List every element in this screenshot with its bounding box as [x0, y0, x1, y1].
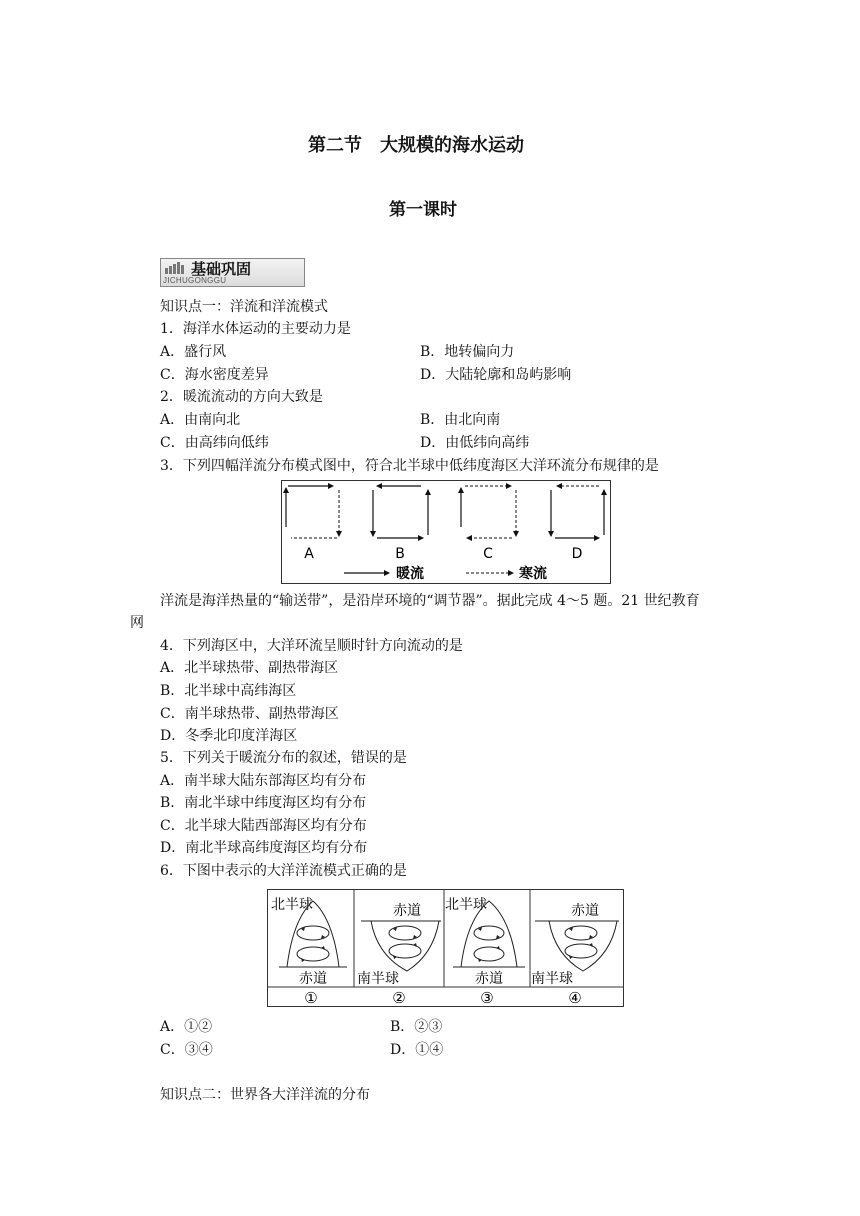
- south-hemisphere-label-4: 南半球: [531, 971, 573, 987]
- badge-icon: [165, 262, 187, 274]
- cold-legend-label: 寒流: [519, 566, 547, 582]
- question-5-option-c: C．北半球大陆西部海区均有分布: [160, 818, 367, 834]
- south-hemisphere-label-2: 南半球: [357, 971, 399, 987]
- warm-legend-label: 暖流: [396, 566, 424, 582]
- equator-label-1: 赤道: [299, 971, 327, 987]
- question-4-option-c: C．南半球热带、副热带海区: [160, 706, 339, 722]
- question-5-option-a: A．南半球大陆东部海区均有分布: [160, 773, 367, 789]
- section-badge: [160, 258, 305, 287]
- question-4-option-b: B．北半球中高纬海区: [160, 683, 297, 699]
- badge-pinyin: JICHUGONGGU: [163, 276, 227, 285]
- pattern-c-label: C: [483, 546, 493, 562]
- page-title: 第二节 大规模的海水运动: [308, 135, 524, 156]
- pattern-d-label: D: [571, 546, 583, 562]
- question-5-option-b: B．南北半球中纬度海区均有分布: [160, 795, 367, 811]
- question-2-stem: 2．暖流流动的方向大致是: [160, 389, 323, 405]
- question-2-option-c: C．由高纬向低纬: [160, 435, 269, 451]
- gyre-figure: [267, 889, 624, 1007]
- north-hemisphere-label-1: 北半球: [271, 897, 313, 913]
- question-5-option-d: D．南北半球高纬度海区均有分布: [160, 840, 368, 856]
- north-hemisphere-label-3: 北半球: [445, 897, 487, 913]
- badge-label: 基础巩固: [191, 260, 252, 278]
- gyre-number-1: ①: [304, 989, 318, 1007]
- intro-4-5-line-1: 洋流是海洋热量的“输送带”，是沿岸环境的“调节器”。据此完成 4～5 题。21 世纪教育: [160, 593, 700, 609]
- question-1-stem: 1．海洋水体运动的主要动力是: [160, 321, 351, 337]
- pattern-b-label: B: [395, 546, 405, 562]
- question-1-option-a: A．盛行风: [160, 344, 227, 360]
- gyre-number-2: ②: [392, 989, 406, 1007]
- intro-4-5-line-2: 网: [130, 615, 144, 631]
- question-2-option-a: A．由南向北: [160, 412, 241, 428]
- question-4-stem: 4．下列海区中，大洋环流呈顺时针方向流动的是: [160, 638, 463, 654]
- question-3-stem: 3．下列四幅洋流分布模式图中，符合北半球中低纬度海区大洋环流分布规律的是: [160, 458, 659, 474]
- question-4-option-d: D．冬季北印度洋海区: [160, 728, 298, 744]
- question-5-stem: 5．下列关于暖流分布的叙述，错误的是: [160, 750, 407, 766]
- page-subtitle: 第一课时: [389, 200, 457, 220]
- question-1-option-b: B．地转偏向力: [420, 344, 515, 360]
- question-6-option-b: B．②③: [390, 1019, 443, 1035]
- section-heading-1: 知识点一：洋流和洋流模式: [160, 299, 328, 315]
- equator-label-4: 赤道: [571, 903, 599, 919]
- question-4-option-a: A．北半球热带、副热带海区: [160, 660, 339, 676]
- current-pattern-figure: [281, 480, 611, 584]
- equator-label-3: 赤道: [475, 971, 503, 987]
- question-2-option-d: D．由低纬向高纬: [420, 435, 530, 451]
- question-6-option-a: A．①②: [160, 1019, 213, 1035]
- question-6-stem: 6．下图中表示的大洋洋流模式正确的是: [160, 863, 407, 879]
- gyre-number-3: ③: [480, 989, 494, 1007]
- question-6-option-c: C．③④: [160, 1042, 213, 1058]
- gyre-number-4: ④: [568, 989, 582, 1007]
- equator-label-2: 赤道: [393, 903, 421, 919]
- question-1-option-c: C．海水密度差异: [160, 367, 269, 383]
- section-heading-2: 知识点二：世界各大洋洋流的分布: [160, 1087, 370, 1103]
- question-2-option-b: B．由北向南: [420, 412, 501, 428]
- question-6-option-d: D．①④: [390, 1042, 444, 1058]
- question-1-option-d: D．大陆轮廓和岛屿影响: [420, 367, 572, 383]
- pattern-a-label: A: [304, 546, 314, 562]
